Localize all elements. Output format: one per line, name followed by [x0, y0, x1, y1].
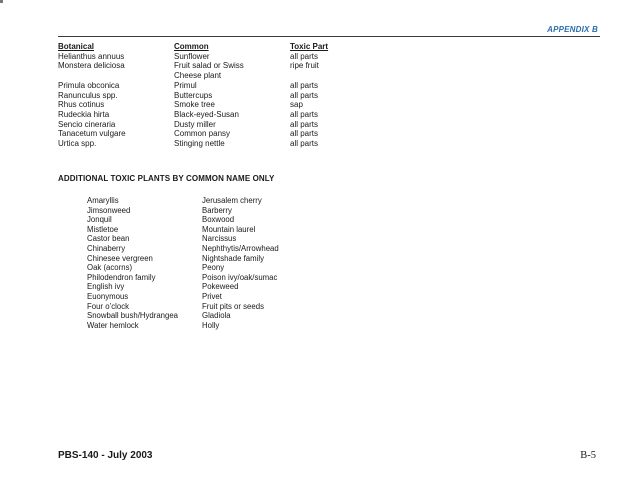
list-item: Privet	[202, 291, 222, 301]
corner-mark	[0, 0, 3, 3]
common-name-cell: Smoke tree	[174, 100, 215, 110]
table-row	[58, 100, 348, 110]
list-item: Fruit pits or seeds	[202, 301, 264, 311]
header-rule	[58, 36, 600, 37]
common-name-cell: Primul	[174, 80, 197, 90]
toxic-part-cell: all parts	[290, 51, 319, 61]
list-item: Mountain laurel	[202, 224, 256, 234]
table-row	[58, 120, 348, 130]
toxic-part-cell: ripe fruit	[290, 61, 319, 71]
botanical-name-cell: Sencio cineraria	[58, 119, 116, 129]
toxic-part-cell: all parts	[290, 129, 319, 139]
list-item: Jonquil	[87, 215, 112, 225]
toxic-part-cell: all parts	[290, 139, 319, 149]
table-row	[58, 110, 348, 120]
table-header-row	[58, 42, 348, 52]
botanical-name-cell: Tanacetum vulgare	[58, 129, 126, 139]
list-item: Philodendron family	[87, 272, 156, 282]
table-row	[58, 139, 348, 149]
column-header-botanical: Botanical	[58, 42, 95, 51]
table-row	[58, 71, 348, 81]
common-name-cell: Black-eyed-Susan	[174, 109, 239, 119]
table-row	[58, 81, 348, 91]
list-item: Jerusalem cherry	[202, 196, 262, 205]
toxic-part-cell: all parts	[290, 80, 319, 90]
table-row	[58, 52, 348, 62]
botanical-name-cell: Ranunculus spp.	[58, 90, 118, 100]
common-name-cell: Buttercups	[174, 90, 213, 100]
list-item: Barberry	[202, 205, 232, 215]
list-item: Peony	[202, 263, 225, 273]
additional-section-heading: ADDITIONAL TOXIC PLANTS BY COMMON NAME ONLY	[58, 174, 275, 183]
toxic-part-cell	[290, 71, 348, 81]
common-name-cell: Cheese plant	[174, 71, 222, 81]
list-item: Four o’clock	[87, 301, 130, 311]
column-header-common: Common	[174, 42, 209, 51]
table-row	[58, 61, 348, 71]
common-name-cell: Dusty miller	[174, 119, 216, 129]
list-item: English ivy	[87, 282, 125, 292]
list-item: Euonymous	[87, 291, 129, 301]
toxic-plants-table	[58, 42, 348, 149]
list-item: Holly	[202, 320, 220, 330]
list-item: Gladiola	[202, 311, 231, 321]
toxic-part-cell: all parts	[290, 119, 319, 129]
botanical-name-cell: Primula obconica	[58, 80, 120, 90]
common-name-list-right	[202, 196, 279, 330]
botanical-name-cell: Rudeckia hirta	[58, 109, 110, 119]
list-item: Poison ivy/oak/sumac	[202, 272, 278, 282]
table-body	[58, 52, 348, 149]
list-item: Jimsonweed	[87, 205, 131, 215]
appendix-label: APPENDIX B	[547, 25, 598, 34]
list-item: Oak (acorns)	[87, 263, 133, 273]
footer-document-id: PBS-140 - July 2003	[58, 450, 153, 461]
table-row	[58, 91, 348, 101]
list-item: Chinesee vergreen	[87, 253, 153, 263]
botanical-name-cell: Monstera deliciosa	[58, 61, 125, 71]
list-item: Snowball bush/Hydrangea	[87, 311, 179, 321]
footer-page-number: B-5	[580, 450, 596, 461]
botanical-name-cell: Rhus cotinus	[58, 100, 105, 110]
common-name-cell: Common pansy	[174, 129, 231, 139]
common-name-cell: Sunflower	[174, 51, 210, 61]
common-name-cell: Fruit salad or Swiss	[174, 61, 244, 71]
list-item: Castor bean	[87, 234, 130, 244]
list-item: Nephthytis/Arrowhead	[202, 243, 279, 253]
botanical-name-cell	[58, 71, 174, 81]
list-item: Chinaberry	[87, 243, 126, 253]
botanical-name-cell: Helianthus annuus	[58, 51, 125, 61]
toxic-part-cell: sap	[290, 100, 303, 110]
list-item: Nightshade family	[202, 253, 264, 263]
list-item: Mistletoe	[87, 224, 119, 234]
toxic-part-cell: all parts	[290, 109, 319, 119]
common-name-list-left	[87, 196, 178, 330]
list-item: Pokeweed	[202, 282, 239, 292]
toxic-part-cell: all parts	[290, 90, 319, 100]
column-header-toxic-part: Toxic Part	[290, 42, 329, 51]
list-item: Amaryllis	[87, 196, 119, 205]
list-item: Boxwood	[202, 215, 235, 225]
list-item: Water hemlock	[87, 320, 139, 330]
table-row	[58, 129, 348, 139]
common-name-cell: Stinging nettle	[174, 139, 225, 149]
list-item: Narcissus	[202, 234, 237, 244]
botanical-name-cell: Urtica spp.	[58, 139, 97, 149]
